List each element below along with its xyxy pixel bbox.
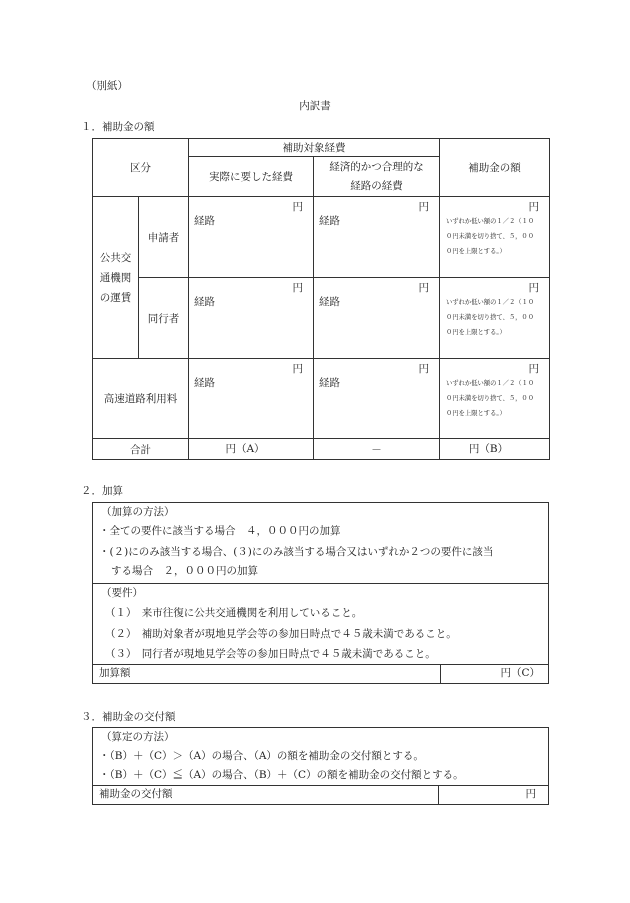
applicant-reasonable-cell [314,197,440,278]
header-actual-expenses: 実際に要した経費 [189,157,314,197]
subsidy-note-line: いずれか低い額の１／２（１０ [446,380,535,387]
grant-method-label: （算定の方法） [101,731,175,743]
grant-rule-2: ・（B）＋（C）≦（A）の場合、（B）＋（C）の額を補助金の交付額とする。 [99,769,464,781]
addition-method-2-line2: する場合 ２，０００円の加算 [111,565,258,577]
public-transport-label [93,197,139,359]
subsidy-note-line: いずれか低い額の１／２（１０ [446,218,535,225]
yen-unit: 円 [418,282,429,294]
grant-amount-label: 補助金の交付額 [99,788,173,800]
addition-amount-value: 円（C） [500,667,540,679]
requirement-item: （１） 来市往復に公共交通機関を利用していること。 [105,607,363,619]
yen-unit: 円 [528,201,539,213]
total-actual: 円（A） [189,439,314,460]
subsidy-note-line: ０円未満を切り捨て、５，００ [446,233,535,240]
subsidy-note-line: ０円を上限とする。） [446,410,506,417]
public-transport-line: 公共交 [99,251,132,264]
header-reasonable-line2: 経路の経費 [350,179,403,192]
route-label: 経路 [319,377,340,389]
header-eligible-expenses: 補助対象経費 [189,139,440,157]
header-category: 区分 [93,139,189,197]
total-reasonable: － [314,439,440,460]
divider [93,664,548,665]
page-title: 内訳書 [299,100,331,112]
header-reasonable-line1: 経済的かつ合理的な [329,160,424,173]
expressway-actual-cell [189,359,314,439]
subsidy-table [92,138,550,460]
yen-unit: 円 [418,201,429,213]
addition-method-label: （加算の方法） [101,506,175,518]
requirement-item: （３） 同行者が現地見学会等の参加日時点で４５歳未満であること。 [105,648,436,660]
route-label: 経路 [319,215,340,227]
header-reasonable-route [314,157,440,197]
addition-method-2-line1: ・(２)にのみ該当する場合、(３)にのみ該当する場合又はいずれか２つの要件に該当 [99,546,494,558]
requirement-item: （２） 補助対象者が現地見学会等の参加日時点で４５歳未満であること。 [105,628,457,640]
yen-unit: 円 [528,282,539,294]
addition-box [92,502,549,684]
companion-actual-cell [189,278,314,359]
route-label: 経路 [194,296,215,308]
grant-rule-1: ・（B）＋（C）＞（A）の場合、（A）の額を補助金の交付額とする。 [99,750,424,762]
expressway-label: 高速道路利用料 [93,359,189,439]
subsidy-note-line: ０円を上限とする。） [446,329,506,336]
public-transport-line: の運賃 [99,291,132,304]
subsidy-note-line: ０円を上限とする。） [446,248,506,255]
route-label: 経路 [319,296,340,308]
expressway-subsidy-cell [440,359,550,439]
route-label: 経路 [194,215,215,227]
yen-unit: 円 [418,363,429,375]
applicant-label: 申請者 [139,197,189,278]
yen-unit: 円 [292,201,303,213]
companion-label: 同行者 [139,278,189,359]
total-label: 合計 [93,439,189,460]
applicant-subsidy-cell [440,197,550,278]
subsidy-note-line: ０円未満を切り捨て、５，００ [446,395,535,402]
divider [440,664,441,684]
subsidy-note-line: いずれか低い額の１／２（１０ [446,299,535,306]
companion-subsidy-cell [440,278,550,359]
addition-method-1: ・全ての要件に該当する場合 ４，０００円の加算 [99,525,341,537]
applicant-actual-cell [189,197,314,278]
route-label: 経路 [194,377,215,389]
yen-unit: 円 [292,282,303,294]
section2-heading: ２．加算 [81,485,123,497]
companion-reasonable-cell [314,278,440,359]
expressway-reasonable-cell [314,359,440,439]
total-subsidy: 円（B） [440,439,550,460]
divider [438,785,439,805]
header-subsidy-amount: 補助金の額 [440,139,550,197]
yen-unit: 円 [292,363,303,375]
grant-amount-value: 円 [525,788,536,800]
grant-box [92,727,549,805]
public-transport-line: 通機関 [99,271,132,284]
section3-heading: ３．補助金の交付額 [81,711,176,723]
subsidy-note-line: ０円未満を切り捨て、５，００ [446,314,535,321]
attachment-label: （別紙） [86,80,128,92]
yen-unit: 円 [528,363,539,375]
requirements-label: （要件） [101,587,143,599]
section1-heading: １．補助金の額 [81,121,155,133]
addition-amount-label: 加算額 [99,667,131,679]
